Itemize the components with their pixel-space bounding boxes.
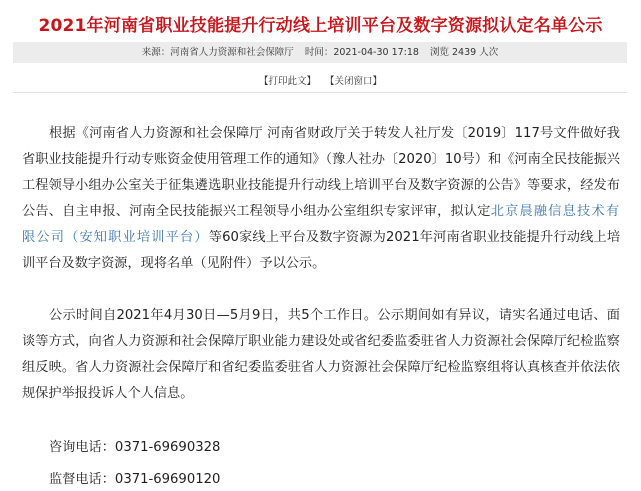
paragraph-publicity-period: 公示时间自2021年4月30日—5月9日，共5个工作日。公示期间如有异议，请实名通过电话、面谈等方式，向省人力资源和社会保障厅职业能力建设处或省纪委监委驻省人力资源社会保障厅纪检监察组反映。省人力资源社会保障厅和省纪委监委驻省人力资源社会保障厅纪检监察组将认真核查并依法依规保护举报投诉人个人信息。	[22, 308, 620, 401]
supervise-phone: 监督电话：0371-69690120	[49, 472, 221, 487]
article-body	[22, 121, 620, 491]
article-meta-bar	[13, 42, 627, 63]
article-time: 时间：2021-04-30 17:18	[304, 47, 419, 58]
paragraph-notice-text-a: 根据《河南省人力资源和社会保障厅 河南省财政厅关于转发人社厅发〔2019〕117号文件做好我省职业技能提升行动专账资金使用管理工作的通知》（豫人社办〔2020〕10号）和《河南全民技能振兴工程领导小组办公室关于征集遴选职业技能提升行动线上培训平台及数字资源的公告》等要求，经发布公告、自主申报、河南全民技能振兴工程领导小组办公室组织专家评审，拟认定	[22, 126, 620, 219]
article-title: 2021年河南省职业技能提升行动线上培训平台及数字资源拟认定名单公示	[38, 16, 603, 36]
article-actions	[0, 73, 641, 87]
article-views: 浏览 2439 人次	[429, 47, 499, 58]
print-link[interactable]: 【打印此文】	[258, 76, 316, 87]
highlighted-company-name: 北京晨融信息技术有限公司（安知职业培训平台）	[22, 204, 621, 245]
consult-phone: 咨询电话：0371-69690328	[49, 440, 221, 455]
content-divider	[13, 92, 627, 93]
article-source: 来源：河南省人力资源和社会保障厅	[141, 47, 294, 58]
close-window-link[interactable]: 【关闭窗口】	[325, 76, 383, 87]
paragraph-notice	[22, 121, 620, 303]
paragraph-notice-text-b: 等60家线上平台及数字资源为2021年河南省职业技能提升行动线上培训平台及数字资源，现将名单（见附件）予以公示。	[22, 230, 621, 271]
